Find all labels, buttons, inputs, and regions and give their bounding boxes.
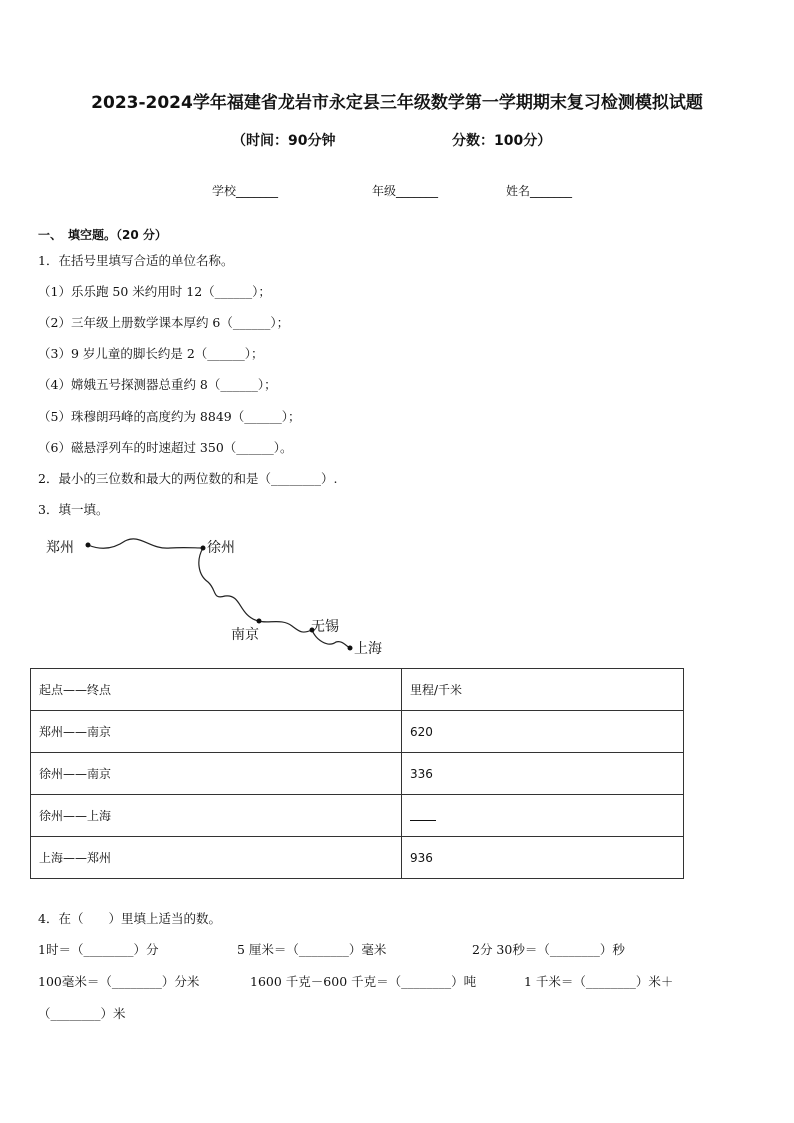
- zhengzhou-dot: [86, 543, 91, 548]
- xuzhou-dot: [201, 546, 206, 551]
- table-header-cell: 里程/千米: [402, 669, 684, 711]
- question-4-item[interactable]: 100毫米＝（________）分米: [38, 974, 200, 989]
- table-row: [31, 711, 684, 753]
- section-heading: 一、 填空题。（20 分）: [38, 228, 167, 242]
- table-cell-distance: 936: [402, 837, 684, 879]
- exam-score: 分数：100分）: [452, 133, 552, 149]
- name-field[interactable]: 姓名_______: [506, 184, 573, 198]
- page-title: 2023-2024学年福建省龙岩市永定县三年级数学第一学期期末复习检测模拟试题: [91, 93, 703, 113]
- question-1-item[interactable]: （2）三年级上册数学课本厚约 6（______）；: [38, 315, 290, 330]
- question-1-stem: 1．在括号里填写合适的单位名称。: [38, 253, 234, 268]
- map-label-wuxi: 无锡: [311, 619, 339, 635]
- map-label-zhengzhou: 郑州: [46, 540, 74, 556]
- question-1-item[interactable]: （6）磁悬浮列车的时速超过 350（______）。: [38, 440, 293, 455]
- question-3-stem: 3．填一填。: [38, 502, 109, 517]
- grade-field[interactable]: 年级_______: [372, 184, 439, 198]
- table-row: [31, 753, 684, 795]
- question-1-item[interactable]: （4）嫦娥五号探测器总重约 8（______）；: [38, 377, 277, 392]
- table-cell-distance: 336: [402, 753, 684, 795]
- question-1-item[interactable]: （3）9 岁儿童的脚长约是 2（______）；: [38, 346, 264, 361]
- question-4-item[interactable]: 1时＝（________）分: [38, 942, 159, 957]
- question-4-item[interactable]: 2分 30秒＝（________）秒: [472, 942, 625, 957]
- exam-time: （时间：90分钟: [232, 133, 336, 149]
- mileage-table: [30, 668, 684, 879]
- map-label-xuzhou: 徐州: [207, 540, 235, 556]
- table-cell-distance: 620: [402, 711, 684, 753]
- question-2-stem[interactable]: 2．最小的三位数和最大的两位数的和是（________）.: [38, 471, 338, 486]
- table-cell-route: 郑州——南京: [31, 711, 402, 753]
- table-row: [31, 837, 684, 879]
- question-4-item[interactable]: 1 千米＝（________）米＋: [524, 974, 674, 989]
- answer-blank[interactable]: [410, 808, 436, 821]
- table-header-cell: 起点——终点: [31, 669, 402, 711]
- map-label-nanjing: 南京: [231, 627, 259, 643]
- question-1-item[interactable]: （5）珠穆朗玛峰的高度约为 8849（______）；: [38, 409, 301, 424]
- nanjing-dot: [257, 619, 262, 624]
- map-label-shanghai: 上海: [354, 641, 382, 657]
- question-4-item[interactable]: 1600 千克－600 千克＝（________）吨: [250, 974, 477, 989]
- question-1-item[interactable]: （1）乐乐跑 50 米约用时 12（______）；: [38, 284, 271, 299]
- question-4-item[interactable]: （________）米: [38, 1006, 126, 1021]
- question-4-item[interactable]: 5 厘米＝（________）毫米: [237, 942, 387, 957]
- table-cell-route: 徐州——上海: [31, 795, 402, 837]
- table-header-row: [31, 669, 684, 711]
- shanghai-dot: [348, 646, 353, 651]
- school-field[interactable]: 学校_______: [212, 184, 279, 198]
- table-cell-distance-blank[interactable]: [402, 795, 684, 837]
- table-cell-route: 徐州——南京: [31, 753, 402, 795]
- table-cell-route: 上海——郑州: [31, 837, 402, 879]
- question-4-stem: 4．在（ ）里填上适当的数。: [38, 911, 221, 926]
- route-map: [0, 530, 794, 660]
- table-row: [31, 795, 684, 837]
